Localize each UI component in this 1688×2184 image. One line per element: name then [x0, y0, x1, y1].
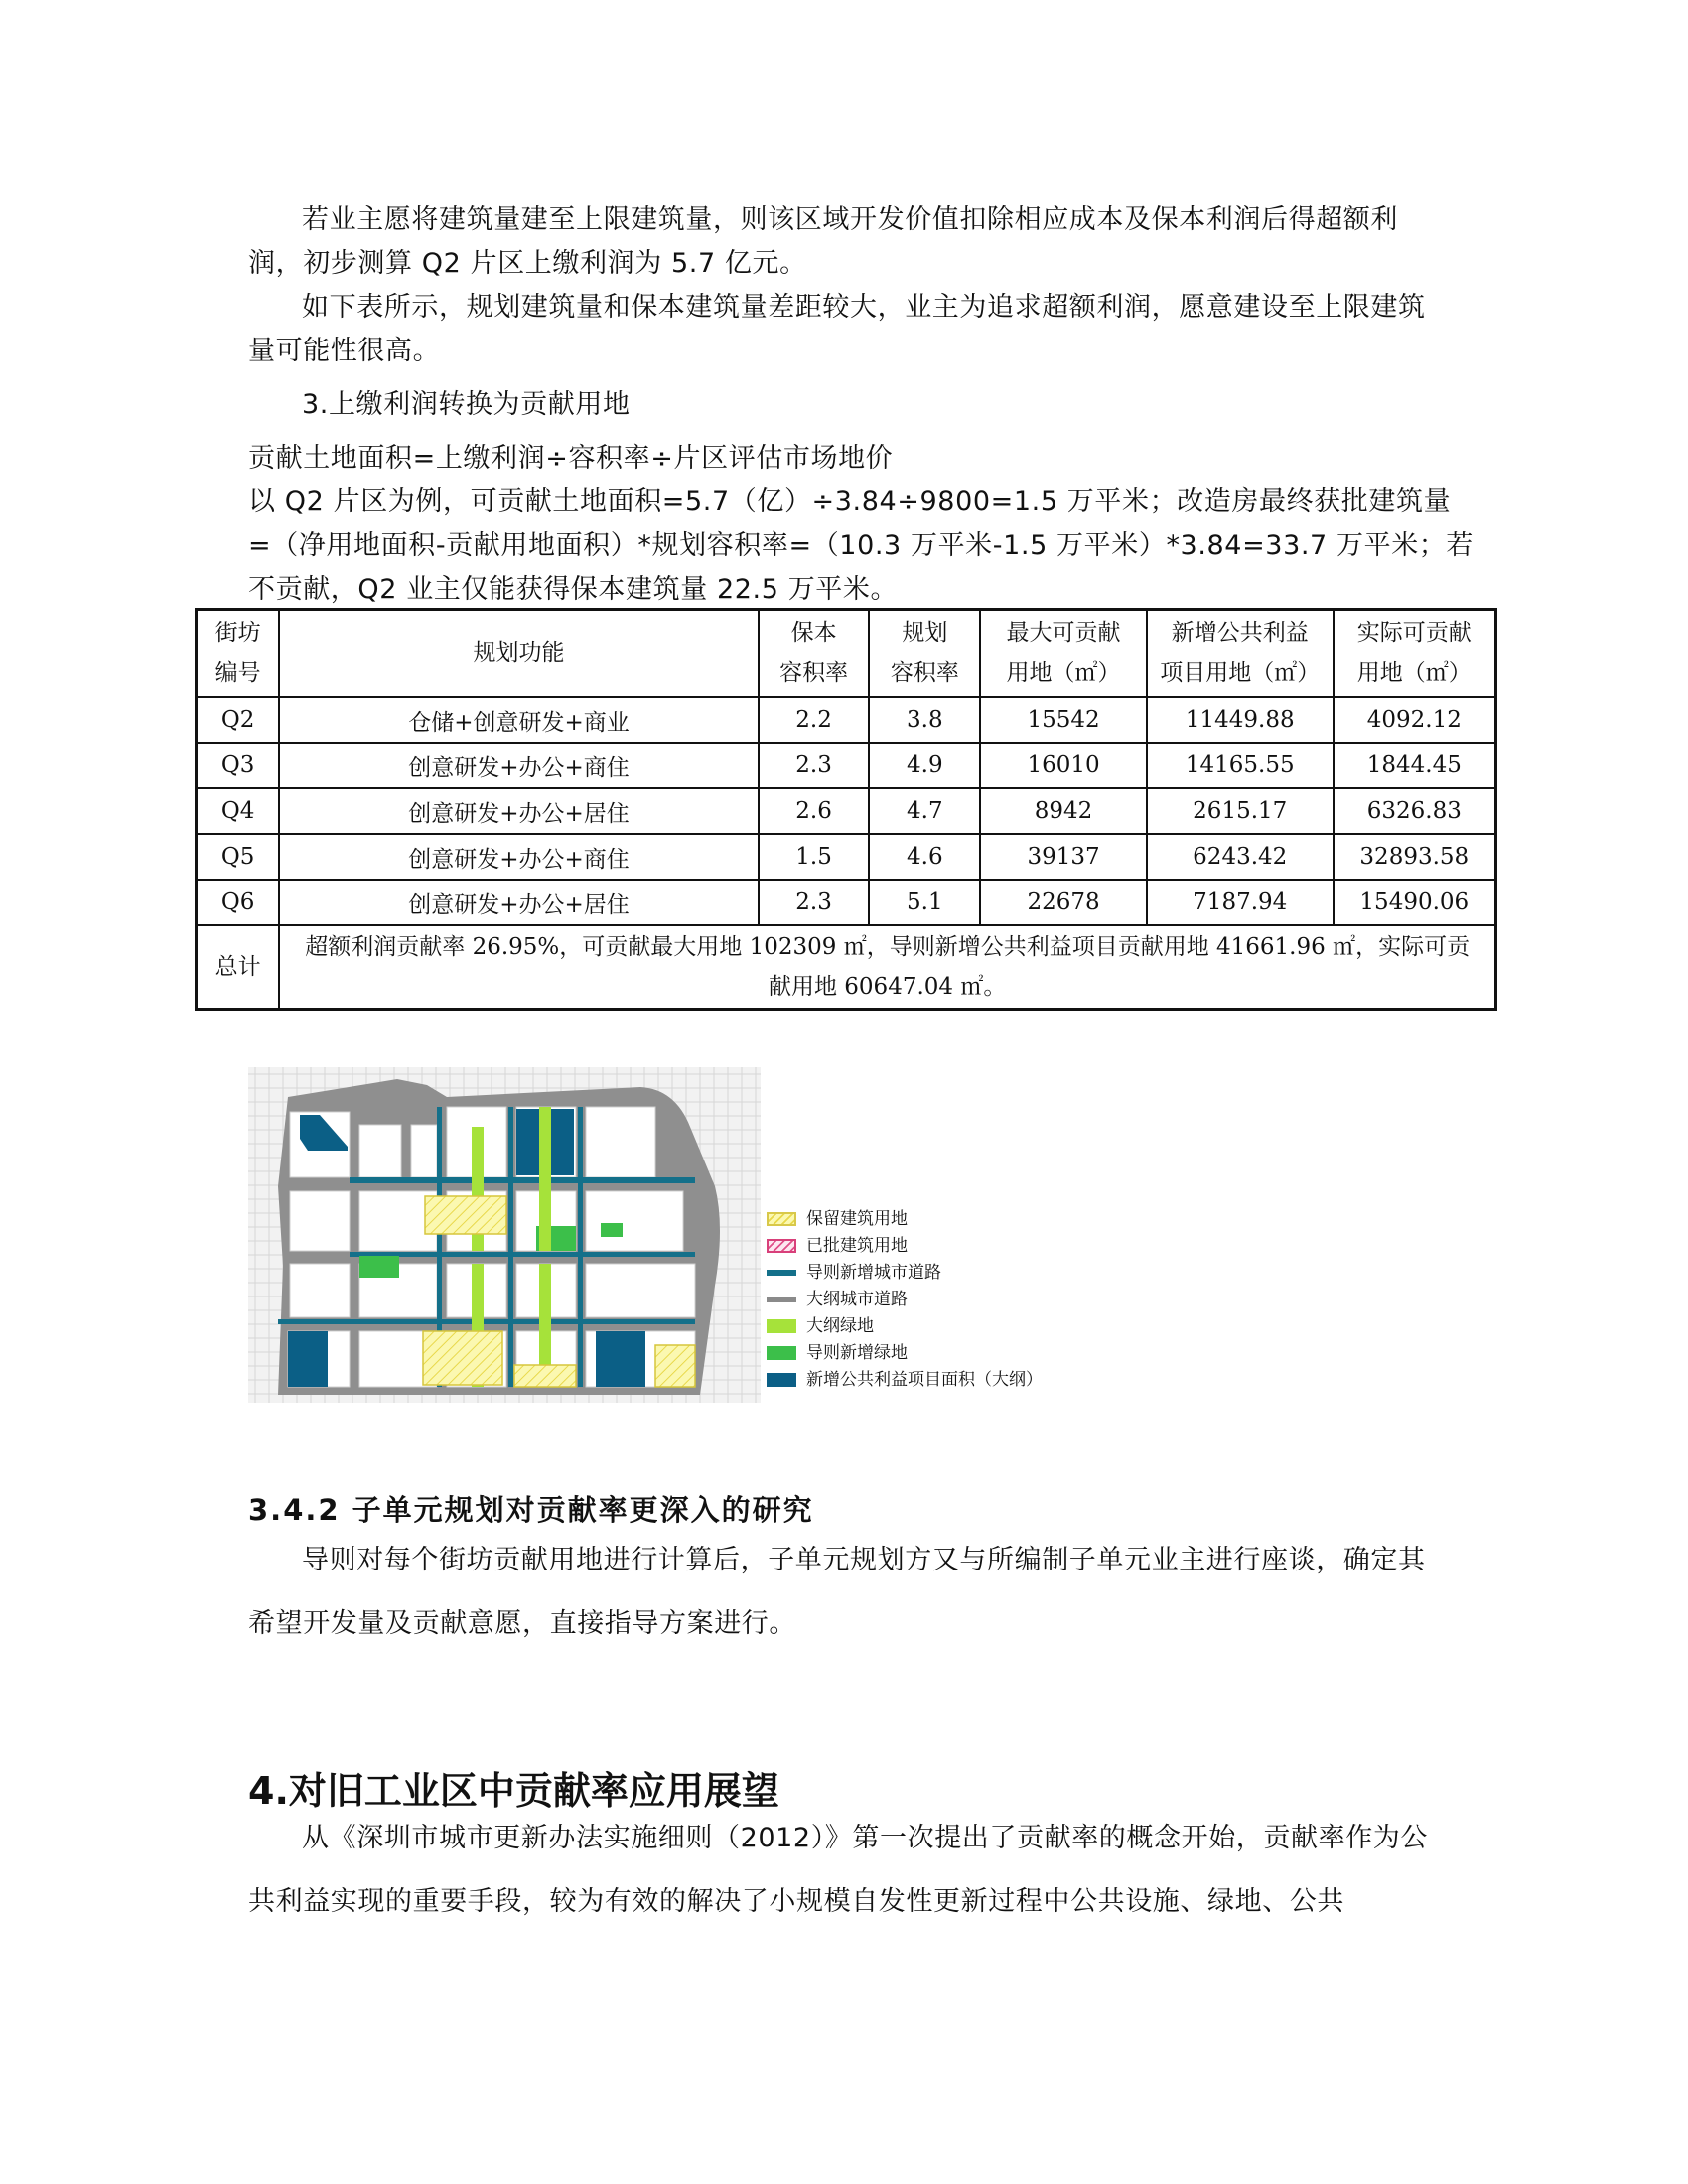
example-line-1: 以 Q2 片区为例，可贡献土地面积=5.7（亿）÷3.84÷9800=1.5 万平米；改造房最终获批建筑量	[248, 486, 1452, 517]
total-label: 总计	[197, 925, 280, 1010]
table-total-row	[197, 925, 1496, 1010]
table-header-row	[197, 610, 1496, 698]
planning-map-drawing	[248, 1067, 761, 1403]
section-heading-3-4-2: 3.4.2 子单元规划对贡献率更深入的研究	[248, 1493, 814, 1527]
header-base-far: 保本 容积率	[759, 610, 870, 698]
table-row: Q5 创意研发+办公+商住 1.5 4.6 39137 6243.42 32893.58	[197, 834, 1496, 880]
gray-road-swatch-icon	[767, 1297, 796, 1302]
teal-road-swatch-icon	[767, 1270, 796, 1276]
paragraph-outlook: 从《深圳市城市更新办法实施细则（2012）》第一次提出了贡献率的概念开始，贡献率作为公共利益实现的重要手段，较为有效的解决了小规模自发性更新过程中公共设施、绿地、公共	[248, 1823, 1429, 1917]
header-max-land: 最大可贡献 用地（㎡）	[980, 610, 1147, 698]
table-row: Q2 仓储+创意研发+商业 2.2 3.8 15542 11449.88 4092.12	[197, 697, 1496, 743]
table-row: Q4 创意研发+办公+居住 2.6 4.7 8942 2615.17 6326.83	[197, 788, 1496, 834]
legend-item: 新增公共利益项目面积（大纲）	[767, 1367, 1164, 1394]
legend-item: 导则新增绿地	[767, 1340, 1164, 1367]
formula-line: 贡献土地面积=上缴利润÷容积率÷片区评估市场地价	[248, 443, 894, 474]
table-row: Q6 创意研发+办公+居住 2.3 5.1 22678 7187.94 15490.06	[197, 880, 1496, 925]
legend-item: 大纲城市道路	[767, 1287, 1164, 1313]
planning-map	[248, 1067, 761, 1403]
legend-item: 已批建筑用地	[767, 1233, 1164, 1260]
legend-item: 大纲绿地	[767, 1313, 1164, 1340]
example-line-2: =（净用地面积-贡献用地面积）*规划容积率=（10.3 万平米-1.5 万平米）*3.84=33.7 万平米；若	[248, 530, 1474, 561]
hatch-pink-swatch-icon	[767, 1239, 796, 1253]
section-heading-4: 4.对旧工业区中贡献率应用展望	[248, 1768, 779, 1813]
green-swatch-icon	[767, 1346, 796, 1360]
header-actual-land: 实际可贡献 用地（㎡）	[1334, 610, 1496, 698]
header-plan-far: 规划 容积率	[869, 610, 980, 698]
paragraph-gap: 如下表所示，规划建筑量和保本建筑量差距较大，业主为追求超额利润，愿意建设至上限建筑量可能性很高。	[248, 292, 1426, 366]
example-line-3: 不贡献，Q2 业主仅能获得保本建筑量 22.5 万平米。	[248, 574, 899, 605]
legend-item: 导则新增城市道路	[767, 1260, 1164, 1287]
table-row: Q3 创意研发+办公+商住 2.3 4.9 16010 14165.55 1844.45	[197, 743, 1496, 788]
legend-item: 保留建筑用地	[767, 1206, 1164, 1233]
light-green-swatch-icon	[767, 1319, 796, 1333]
map-legend	[767, 1206, 1164, 1394]
header-block-id: 街坊 编号	[197, 610, 280, 698]
contribution-table	[195, 608, 1497, 1011]
paragraph-sub-unit: 导则对每个街坊贡献用地进行计算后，子单元规划方又与所编制子单元业主进行座谈，确定其希望开发量及贡献意愿，直接指导方案进行。	[248, 1545, 1426, 1639]
hatch-yellow-swatch-icon	[767, 1212, 796, 1226]
header-function: 规划功能	[279, 610, 758, 698]
paragraph-excess-profit: 若业主愿将建筑量建至上限建筑量，则该区域开发价值扣除相应成本及保本利润后得超额利润，初步测算 Q2 片区上缴利润为 5.7 亿元。	[248, 205, 1398, 279]
subheading-convert: 3.上缴利润转换为贡献用地	[302, 389, 631, 420]
dark-blue-swatch-icon	[767, 1373, 796, 1387]
total-summary: 超额利润贡献率 26.95%，可贡献最大用地 102309 ㎡，导则新增公共利益项目贡献用地 41661.96 ㎡，实际可贡 献用地 60647.04 ㎡。	[279, 925, 1495, 1010]
header-public-land: 新增公共利益 项目用地（㎡）	[1147, 610, 1334, 698]
